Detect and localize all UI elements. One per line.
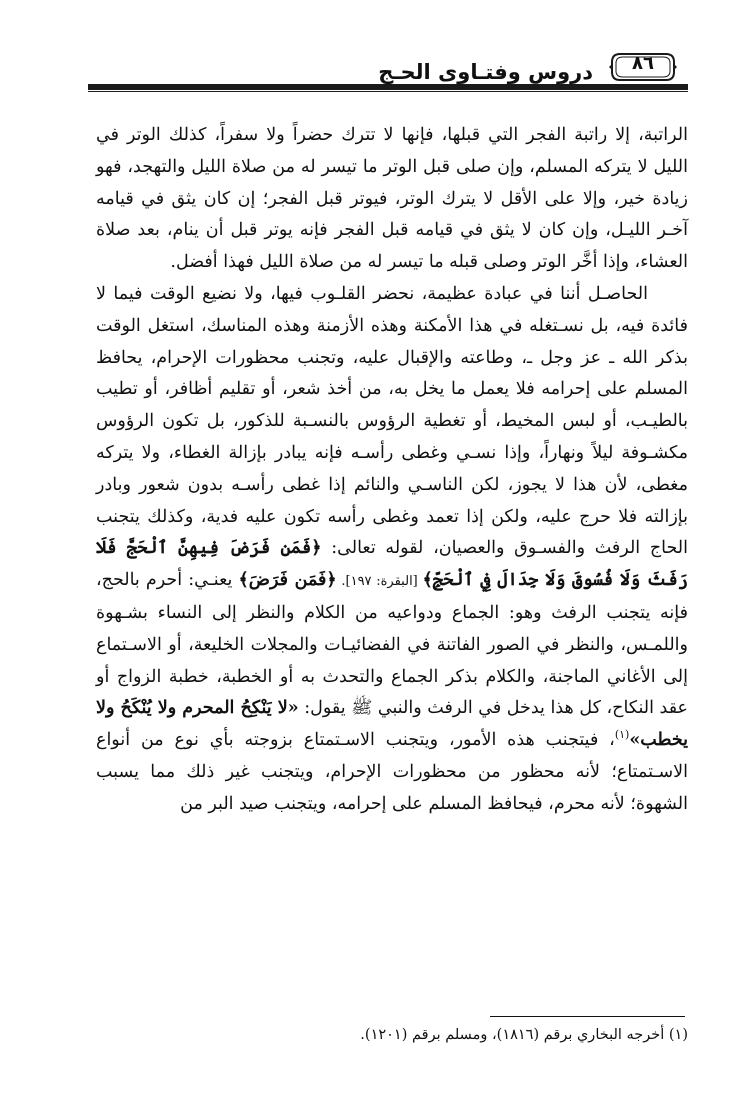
page-number-badge: [608, 50, 678, 84]
book-title: دروس وفتـاوى الحـج: [378, 60, 593, 84]
quran-verse-excerpt: ﴿فَمَن فَرَضَ﴾: [238, 570, 337, 591]
quran-verse: ﴿فَمَن فَرَضَ فِيهِنَّ ٱلْحَجَّ فَلَا رَفَثَ وَلَا فُسُوقَ وَلَا جِدَالَ فِي ٱلْحَجِّ﴾: [96, 538, 688, 591]
paragraph-2-text-cont: يعنـي: أحرم بالحج، فإنه يتجنب الرفث وهو: الجماع ودواعيه من الكلام والنظر إلى النساء بشـهوة واللمـس، والنظر في الصور الفاتنة في الفضائيـات والمجلات الخليعة، أو الاسـتماع إلى الأغاني الماجنة، والكلام بذكر الجماع والتحدث به أو الخطبة، خطبة الزواج أو عقد النكاح، كل هذا يدخل في الرفث والنبي ﷺ يقول:: [96, 570, 688, 719]
paragraph-2-text: الحاصـل أننا في عبادة عظيمة، نحضر القلـوب فيها، ولا نضيع الوقت فيما لا فائدة فيه، بل نسـتغله في هذا الأمكنة وهذه الأزمنة وهذه المناسك، استغل الوقت بذكر الله ـ عز وجل ـ، وطاعته والإقبال عليه، وتجنب محظورات الإحرام، يحافظ المسلم على إحرامه فلا يعمل ما يخل به، من أخذ شعر، أو تقليم أظافر، أو تطيب بالطيـب، أو لبس المخيط، أو تغطية الرؤوس بالنسـبة للذكور، بل تكون الرؤوس مكشـوفة ليلاً ونهاراً، وإذا نسـي وغطى رأسـه فإنه يبادر بإزالة الغطاء، ولا يتركه مغطى، لأن هذا لا يجوز، لكن الناسـي والنائم إذا غطى رأسـه بدون شعور وبادر بإزالته فلا حرج عليه، ولكن إذا تعمد وغطى رأسه تكون عليه فدية، وكذلك يتجنب الحاج الرفث والفسـوق والعصيان، لقوله تعالى:: [96, 283, 688, 559]
footnote-reference: (١): [614, 728, 630, 742]
body-text: [96, 120, 688, 821]
paragraph-1-text: الراتبة، إلا راتبة الفجر التي قبلها، فإنها لا تترك حضراً ولا سفراً، كذلك الوتر في الليل لا يتركه المسلم، وإن صلى قبل الوتر ما تيسر له من صلاة الليل والتهجد، فهو زيادة خير، وإلا على الأقل لا يترك الوتر، فيوتر قبل الفجر؛ إن كان يثق في قيامه آخـر الليـل، وإن كان لا يثق في قيامه قبل الفجر فإنه يوتر قبل أن ينام، بعد صلاة العشاء، وإذا أخَّر الوتر وصلى قبله ما تيسر له من صلاة الليل فهذا أفضل.: [96, 125, 688, 273]
page-header: [88, 50, 688, 92]
hadith-quote: «لا يَنْكِحُ المحرم ولا يُنْكَحُ ولا يخطب»: [96, 698, 688, 751]
footnote-divider: [490, 1016, 685, 1017]
verse-reference: [البقرة: ١٩٧].: [336, 574, 423, 590]
footnote: (١) أخرجه البخاري برقم (١٨١٦)، ومسلم برقم (١٢٠١).: [360, 1027, 688, 1043]
paragraph-1: [96, 120, 688, 279]
header-rule: [88, 84, 688, 92]
page-number: ٨٦: [632, 53, 654, 74]
paragraph-2: [96, 279, 688, 821]
paragraph-2-text-end: ، فيتجنب هذه الأمور، ويتجنب الاسـتمتاع بزوجته بأي نوع من أنواع الاسـتمتاع؛ لأنه محظور من محظورات الإحرام، ويتجنب غير ذلك مما يسبب الشهوة؛ لأنه محرم، فيحافظ المسلم على إحرامه، ويتجنب صيد البر من: [96, 730, 688, 814]
